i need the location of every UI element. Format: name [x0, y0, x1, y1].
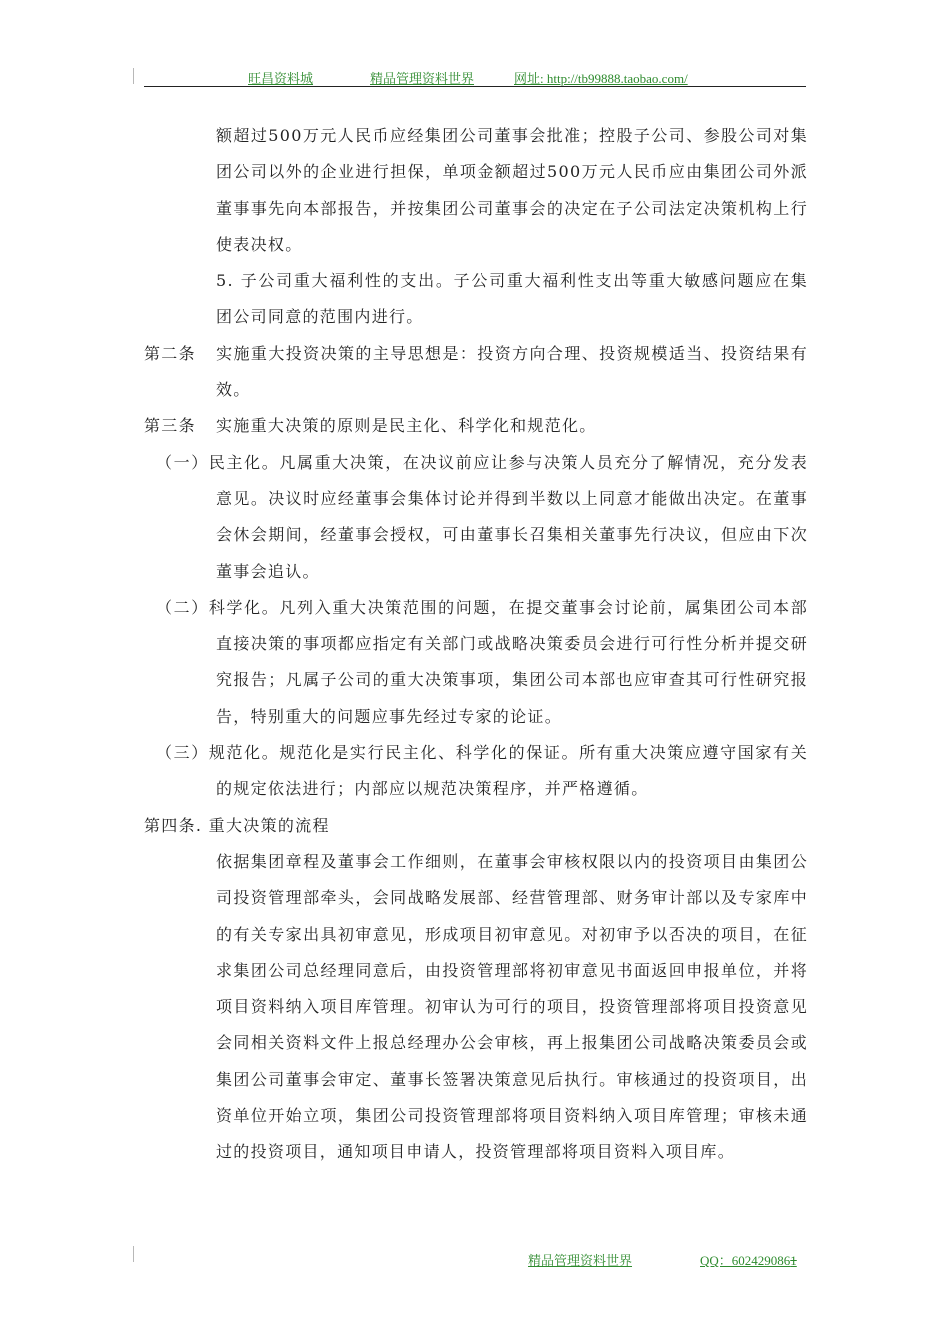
- article-2-text: 实施重大投资决策的主导思想是：投资方向合理、投资规模适当、投资结果有效。: [216, 343, 808, 400]
- article-4-body: 依据集团章程及董事会工作细则，在董事会审核权限以内的投资项目由集团公司投资管理部牵头，会同战略发展部、经营管理部、财务审计部以及专家库中的有关专家出具初审意见，形成项目初审意见。对初审予以否决的项目，在征求集团公司总经理同意后，由投资管理部将初审意见书面返回申报单位，并将项目资料纳入项目库管理。初审认为可行的项目，投资管理部将项目投资意见会同相关资料文件上报总经理办公会审核，再上报集团公司战略决策委员会或集团公司董事会审定、董事长签署决策意见后执行。审核通过的投资项目，出资单位开始立项，集团公司投资管理部将项目资料纳入项目库管理；审核未通过的投资项目，通知项目申请人，投资管理部将项目资料入项目库。: [216, 851, 808, 1162]
- footer-qq-text: QQ：602429086: [700, 1253, 791, 1268]
- article-2: [144, 336, 808, 409]
- footer-page-number: 1: [790, 1253, 797, 1268]
- article-3-text: 实施重大决策的原则是民主化、科学化和规范化。: [216, 416, 597, 436]
- article-2-label: 第二条: [144, 343, 196, 363]
- principle-standardized: （三）规范化。规范化是实行民主化、科学化的保证。所有重大决策应遵守国家有关的规定依法进行；内部应以规范决策程序，并严格遵循。: [156, 743, 808, 799]
- document-body: [144, 118, 808, 1171]
- page-footer: [144, 1246, 806, 1268]
- article-4-heading: 第四条. 重大决策的流程: [144, 815, 330, 835]
- footer-qq[interactable]: [700, 1250, 797, 1269]
- header-crop-mark: [133, 68, 134, 84]
- header-site-slogan[interactable]: 精品管理资料世界: [370, 71, 475, 86]
- footer-site-slogan[interactable]: 精品管理资料世界: [528, 1253, 633, 1268]
- article-3: [144, 408, 808, 444]
- principle-scientific: （二）科学化。凡列入重大决策范围的问题，在提交董事会讨论前，属集团公司本部直接决策的事项都应指定有关部门或战略决策委员会进行可行性分析并提交研究报告；凡属子公司的重大决策事项，集团公司本部也应审查其可行性研究报告，特别重大的问题应事先经过专家的论证。: [156, 597, 808, 726]
- paragraph-guarantee: 额超过500万元人民币应经集团公司董事会批准；控股子公司、参股公司对集团公司以外的企业进行担保，单项金额超过500万元人民币应由集团公司外派董事事先向本部报告，并按集团公司董事会的决定在子公司法定决策机构上行使表决权。: [216, 126, 808, 254]
- header-site-name[interactable]: 旺昌资料城: [248, 71, 314, 86]
- header-url[interactable]: 网址: http://tb99888.taobao.com/: [514, 71, 688, 86]
- principle-democratic: （一）民主化。凡属重大决策，在决议前应让参与决策人员充分了解情况，充分发表意见。决议时应经董事会集体讨论并得到半数以上同意才能做出决定。在董事会休会期间，经董事会授权，可由董事长召集相关董事先行决议，但应由下次董事会追认。: [156, 452, 808, 581]
- footer-crop-mark: [133, 1246, 134, 1262]
- paragraph-welfare: 5. 子公司重大福利性的支出。子公司重大福利性支出等重大敏感问题应在集团公司同意的范围内进行。: [216, 271, 808, 327]
- article-3-label: 第三条: [144, 416, 196, 436]
- page-header: [144, 64, 806, 87]
